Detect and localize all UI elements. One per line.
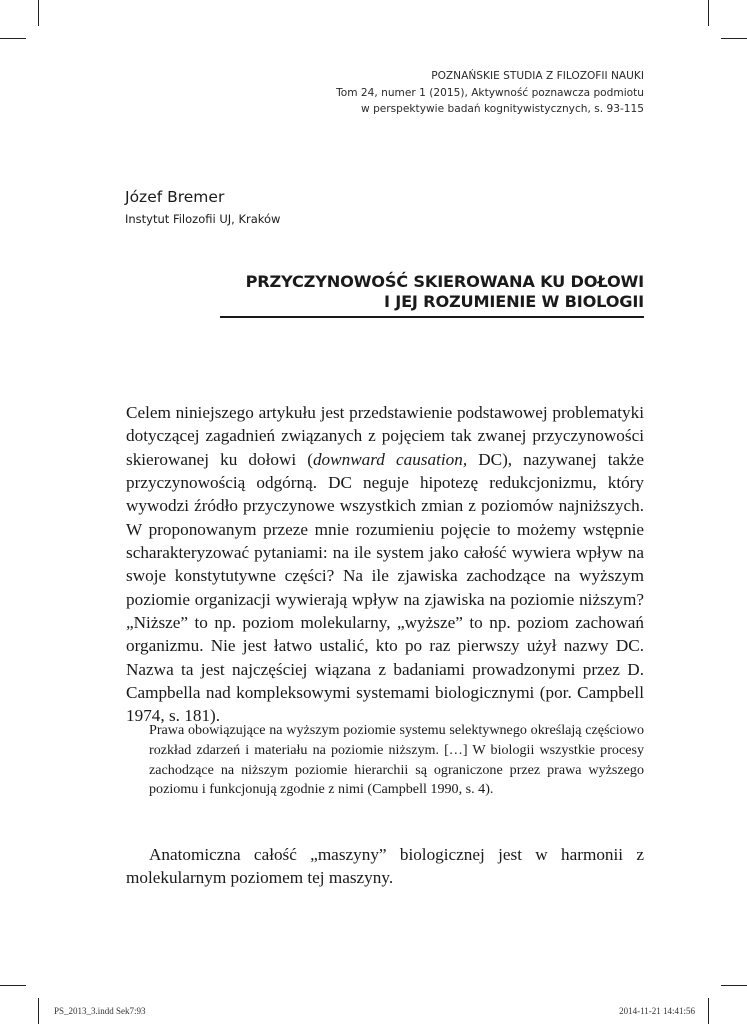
journal-name: POZNAŃSKIE STUDIA Z FILOZOFII NAUKI xyxy=(431,70,644,82)
crop-mark-bottom-right-horizontal xyxy=(721,985,747,986)
body-text: Celem niniejszego artykułu jest przedstawienie podstawowej problematyki dotyczącej zagadnień związanych z pojęciem tak zwanej przyczynowości skierowanej ku dołowi ( xyxy=(126,403,644,469)
footer-timestamp: 2014-11-21 14:41:56 xyxy=(619,1006,695,1016)
author-affiliation: Instytut Filozofii UJ, Kraków xyxy=(125,212,281,226)
crop-mark-top-right-horizontal xyxy=(721,38,747,39)
body-paragraph-1 xyxy=(126,401,644,728)
footer-file-info: PS_2013_3.indd Sek7:93 xyxy=(54,1006,146,1016)
journal-volume: Tom 24, numer 1 (2015), Aktywność poznawcza podmiotu xyxy=(336,86,644,99)
title-underline xyxy=(220,316,644,318)
crop-mark-top-left-horizontal xyxy=(0,38,26,39)
crop-mark-top-right-vertical xyxy=(708,0,709,26)
journal-issue-title: w perspektywie badań kognitywistycznych, s. 93-115 xyxy=(361,103,644,115)
body-paragraph-2: Anatomiczna całość „maszyny” biologicznej jest w harmonii z molekularnym poziomem tej maszyny. xyxy=(126,845,644,888)
body-text-italic: downward causation, xyxy=(312,449,468,469)
journal-header xyxy=(336,68,644,118)
crop-mark-bottom-left-horizontal xyxy=(0,985,26,986)
body-text: DC), nazywanej także przyczynowością odgórną. DC neguje hipotezę redukcjonizmu, który wywodzi źródło przyczynowe wszystkich zmian z poziomów najniższych. W proponowanym przeze mnie rozumieniu pojęcie to możemy wstępnie scharakteryzować pytaniami: na ile system jako całość wywiera wpływ na swoje konstytutywne części? Na ile zjawiska zachodzące na wyższym poziomie organizacji wywierają wpływ na zjawiska na poziomie niższym? „Niższe” to np. poziom molekularny, „wyższe” to np. poziom zachowań organizmu. Nie jest łatwo ustalić, kto po raz pierwszy użył nazwy DC. Nazwa ta jest najczęściej wiązana z badaniami prowadzonymi przez D. Campbella nad kompleksowymi systemami biologicznymi (por. Campbell 1974, s. 181). xyxy=(126,449,645,726)
crop-mark-top-left-vertical xyxy=(38,0,39,26)
crop-mark-bottom-right-vertical xyxy=(708,998,709,1024)
article-title-line-2: I JEJ ROZUMIENIE W BIOLOGII xyxy=(383,292,644,311)
crop-mark-bottom-left-vertical xyxy=(38,998,39,1024)
author-name: Józef Bremer xyxy=(125,188,225,206)
block-quote: Prawa obowiązujące na wyższym poziomie systemu selektywnego określają częściowo rozkład zdarzeń i materiału na poziomie niższym. […] W biologii wszystkie procesy zachodzące na niższym poziomie hierarchii są ograniczone przez prawa wyższego poziomu i funkcjonują zgodnie z nimi (Campbell 1990, s. 4). xyxy=(149,722,644,798)
article-title xyxy=(246,272,644,312)
article-title-line-1: PRZYCZYNOWOŚĆ SKIEROWANA KU DOŁOWI xyxy=(245,272,644,291)
